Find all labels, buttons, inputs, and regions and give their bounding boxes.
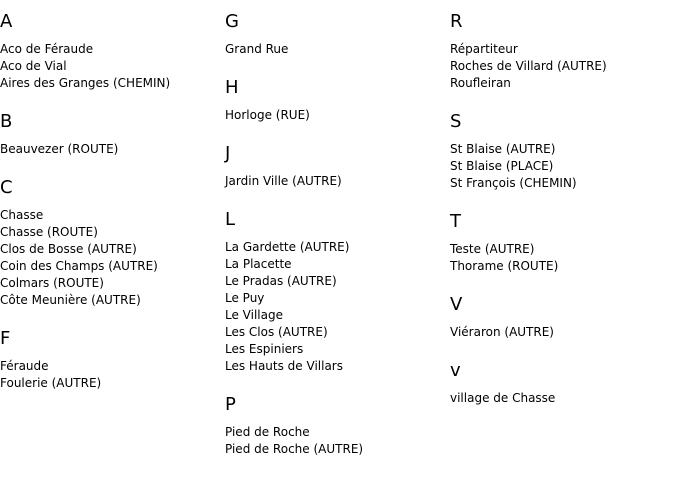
street-link[interactable]: Féraude	[0, 359, 49, 373]
street-link[interactable]: Roufleiran	[450, 76, 511, 90]
letter-heading: A	[0, 11, 13, 32]
letter-heading: H	[225, 77, 239, 98]
street-list	[450, 33, 670, 100]
letter-group	[450, 283, 670, 349]
letter-heading: F	[0, 328, 11, 349]
letter-heading: S	[450, 111, 462, 132]
street-link[interactable]: Teste (AUTRE)	[450, 242, 535, 256]
street-link[interactable]: La Placette	[225, 257, 292, 271]
street-link[interactable]: Roches de Villard (AUTRE)	[450, 59, 607, 73]
street-list	[0, 199, 220, 317]
index-column-1	[0, 0, 220, 400]
street-link[interactable]: Pied de Roche (AUTRE)	[225, 442, 364, 456]
index-column-2	[225, 0, 445, 466]
street-list	[225, 99, 445, 132]
street-link[interactable]: Les Clos (AUTRE)	[225, 325, 328, 339]
letter-group	[0, 166, 220, 317]
letter-group	[450, 0, 670, 100]
street-link[interactable]: Les Hauts de Villars	[225, 359, 343, 373]
street-link[interactable]: Viéraron (AUTRE)	[450, 325, 554, 339]
letter-heading: P	[225, 394, 236, 415]
street-list	[450, 133, 670, 200]
street-link[interactable]: Jardin Ville (AUTRE)	[225, 174, 342, 188]
street-link[interactable]: La Gardette (AUTRE)	[225, 240, 350, 254]
street-list	[225, 231, 445, 383]
letter-group	[450, 349, 670, 415]
letter-group	[0, 0, 220, 100]
letter-group	[225, 0, 445, 66]
street-link[interactable]: Chasse	[0, 208, 44, 222]
letter-heading: G	[225, 11, 239, 32]
street-link[interactable]: Colmars (ROUTE)	[0, 276, 104, 290]
street-list	[0, 350, 220, 400]
street-link[interactable]: St Blaise (AUTRE)	[450, 142, 556, 156]
street-link[interactable]: Foulerie (AUTRE)	[0, 376, 102, 390]
letter-group	[225, 66, 445, 132]
letter-heading: C	[0, 177, 13, 198]
street-link[interactable]: Le Puy	[225, 291, 265, 305]
street-link[interactable]: Aco de Vial	[0, 59, 67, 73]
street-list	[450, 233, 670, 283]
street-link[interactable]: Pied de Roche	[225, 425, 310, 439]
street-list	[225, 416, 445, 466]
street-link[interactable]: Coin des Champs (AUTRE)	[0, 259, 158, 273]
street-list	[0, 133, 220, 166]
street-link[interactable]: Thorame (ROUTE)	[450, 259, 559, 273]
street-link[interactable]: village de Chasse	[450, 391, 556, 405]
letter-heading: v	[450, 360, 461, 381]
street-link[interactable]: Grand Rue	[225, 42, 289, 56]
street-list	[450, 316, 670, 349]
street-link[interactable]: St Blaise (PLACE)	[450, 159, 554, 173]
letter-group	[225, 198, 445, 383]
street-list	[450, 382, 670, 415]
street-link[interactable]: Les Espiniers	[225, 342, 304, 356]
letter-group	[0, 317, 220, 400]
street-link[interactable]: Beauvezer (ROUTE)	[0, 142, 119, 156]
letter-heading: V	[450, 294, 463, 315]
letter-heading: R	[450, 11, 463, 32]
index-column-3	[450, 0, 670, 415]
street-link[interactable]: Répartiteur	[450, 42, 518, 56]
letter-heading: B	[0, 111, 13, 132]
street-link[interactable]: Côte Meunière (AUTRE)	[0, 293, 141, 307]
street-list	[225, 165, 445, 198]
letter-heading: L	[225, 209, 236, 230]
street-link[interactable]: Aco de Féraude	[0, 42, 94, 56]
street-link[interactable]: Aires des Granges (CHEMIN)	[0, 76, 171, 90]
letter-heading: T	[450, 211, 461, 232]
street-link[interactable]: Chasse (ROUTE)	[0, 225, 98, 239]
letter-group	[225, 383, 445, 466]
letter-group	[0, 100, 220, 166]
letter-group	[450, 200, 670, 283]
street-link[interactable]: Le Village	[225, 308, 283, 322]
letter-heading: J	[225, 143, 231, 164]
street-list	[225, 33, 445, 66]
street-link[interactable]: Horloge (RUE)	[225, 108, 310, 122]
street-link[interactable]: St François (CHEMIN)	[450, 176, 577, 190]
letter-group	[450, 100, 670, 200]
letter-group	[225, 132, 445, 198]
street-list	[0, 33, 220, 100]
street-link[interactable]: Clos de Bosse (AUTRE)	[0, 242, 137, 256]
street-link[interactable]: Le Pradas (AUTRE)	[225, 274, 337, 288]
